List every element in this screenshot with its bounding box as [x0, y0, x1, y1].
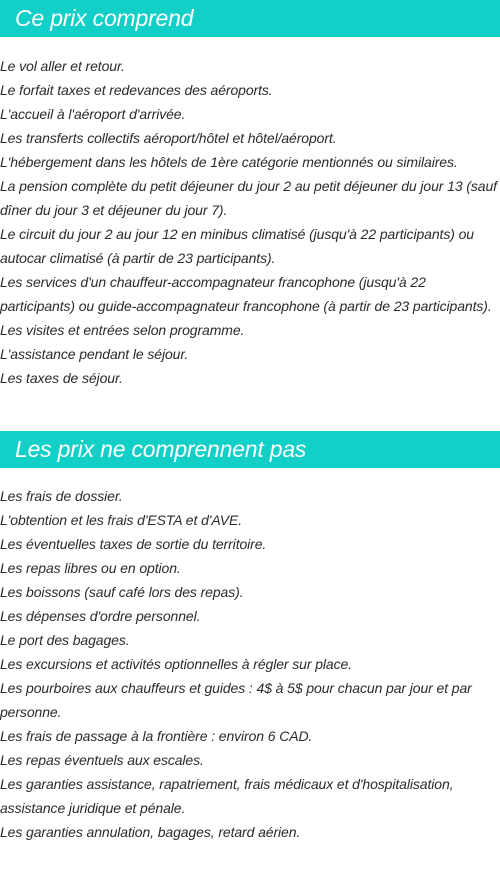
list-item: Les repas éventuels aux escales. [0, 752, 204, 768]
included-title: Ce prix comprend [15, 5, 194, 31]
list-item: Les boissons (sauf café lors des repas). [0, 584, 244, 600]
list-item: Les garanties annulation, bagages, retard aérien. [0, 824, 301, 840]
list-item: Le port des bagages. [0, 632, 130, 648]
list-item: Les garanties assistance, rapatriement, frais médicaux et d'hospitalisation, assistance juridique et pénale. [0, 776, 454, 816]
list-item: Les frais de dossier. [0, 488, 123, 504]
list-item: Les dépenses d'ordre personnel. [0, 608, 201, 624]
list-item: Les excursions et activités optionnelles à régler sur place. [0, 656, 352, 672]
list-item: Les services d'un chauffeur-accompagnateur francophone (jusqu'à 22 participants) ou guide-accompagnateur francophone (à partir de 23 participants). [0, 274, 492, 314]
list-item: Les taxes de séjour. [0, 370, 123, 386]
included-section [0, 0, 500, 390]
list-item: Le circuit du jour 2 au jour 12 en minibus climatisé (jusqu'à 22 participants) ou autocar climatisé (à partir de 23 participants). [0, 226, 474, 266]
list-item: L'accueil à l'aéroport d'arrivée. [0, 106, 186, 122]
excluded-list [0, 468, 500, 844]
list-item: Le vol aller et retour. [0, 58, 125, 74]
list-item: Le forfait taxes et redevances des aéroports. [0, 82, 273, 98]
excluded-section [0, 431, 500, 844]
list-item: Les repas libres ou en option. [0, 560, 181, 576]
list-item: La pension complète du petit déjeuner du jour 2 au petit déjeuner du jour 13 (sauf dîner du jour 3 et déjeuner du jour 7). [0, 178, 497, 218]
list-item: Les visites et entrées selon programme. [0, 322, 245, 338]
included-header [0, 0, 500, 37]
list-item: Les transferts collectifs aéroport/hôtel et hôtel/aéroport. [0, 130, 337, 146]
list-item: L'hébergement dans les hôtels de 1ère catégorie mentionnés ou similaires. [0, 154, 458, 170]
excluded-title: Les prix ne comprennent pas [15, 436, 307, 462]
list-item: L'assistance pendant le séjour. [0, 346, 189, 362]
list-item: Les éventuelles taxes de sortie du territoire. [0, 536, 267, 552]
excluded-header [0, 431, 500, 468]
list-item: Les frais de passage à la frontière : environ 6 CAD. [0, 728, 313, 744]
list-item: L'obtention et les frais d'ESTA et d'AVE. [0, 512, 243, 528]
list-item: Les pourboires aux chauffeurs et guides : 4$ à 5$ pour chacun par jour et par personne. [0, 680, 472, 720]
included-list [0, 37, 500, 390]
